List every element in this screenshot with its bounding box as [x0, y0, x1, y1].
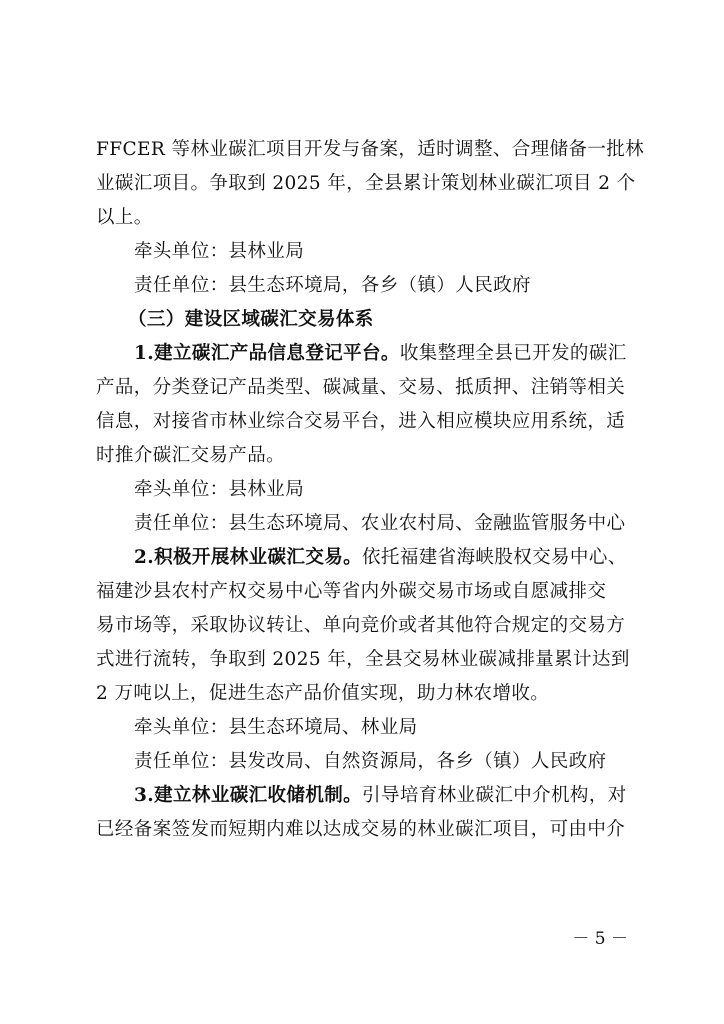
- responsible-unit-line: 责任单位：县生态环境局，各乡（镇）人民政府: [134, 275, 531, 296]
- item-2-first-line: [134, 545, 627, 571]
- paragraph-line: 2 万吨以上，促进生态产品价值实现，助力林农增收。: [96, 683, 550, 704]
- paragraph-line: 以上。: [96, 207, 153, 228]
- paragraph-line: 业碳汇项目。争取到 2025 年，全县累计策划林业碳汇项目 2 个: [96, 173, 636, 194]
- item-1-text: 收集整理全县已开发的碳汇: [399, 343, 627, 364]
- item-3-first-line: [134, 783, 627, 809]
- item-2-title: 2.积极开展林业碳汇交易。: [134, 547, 363, 568]
- lead-unit-line: 牵头单位：县生态环境局、林业局: [134, 717, 418, 738]
- responsible-unit-line: 责任单位：县生态环境局、农业农村局、金融监管服务中心: [134, 513, 626, 534]
- paragraph-line: 易市场等，采取协议转让、单向竞价或者其他符合规定的交易方: [96, 615, 626, 636]
- item-1-title: 1.建立碳汇产品信息登记平台。: [134, 343, 400, 364]
- page-number: － 5 －: [572, 929, 628, 949]
- item-2-text: 依托福建省海峡股权交易中心、: [362, 547, 627, 568]
- section-heading: （三）建设区域碳汇交易体系: [128, 309, 374, 330]
- paragraph-line: 式进行流转，争取到 2025 年，全县交易林业碳减排量累计达到: [96, 649, 630, 670]
- paragraph-line: 已经备案签发而短期内难以达成交易的林业碳汇项目，可由中介: [96, 819, 626, 840]
- responsible-unit-line: 责任单位：县发改局、自然资源局，各乡（镇）人民政府: [134, 751, 607, 772]
- paragraph-line: FFCER 等林业碳汇项目开发与备案，适时调整、合理储备一批林: [96, 139, 645, 160]
- item-1-first-line: [134, 341, 627, 367]
- paragraph-line: 时推介碳汇交易产品。: [96, 445, 286, 466]
- paragraph-line: 信息，对接省市林业综合交易平台，进入相应模块应用系统，适: [96, 411, 626, 432]
- lead-unit-line: 牵头单位：县林业局: [134, 479, 305, 500]
- paragraph-line: 产品，分类登记产品类型、碳减量、交易、抵质押、注销等相关: [96, 377, 626, 398]
- item-3-text: 引导培育林业碳汇中介机构，对: [362, 785, 627, 806]
- item-3-title: 3.建立林业碳汇收储机制。: [134, 785, 363, 806]
- lead-unit-line: 牵头单位：县林业局: [134, 241, 305, 262]
- paragraph-line: 福建沙县农村产权交易中心等省内外碳交易市场或自愿减排交: [96, 581, 607, 602]
